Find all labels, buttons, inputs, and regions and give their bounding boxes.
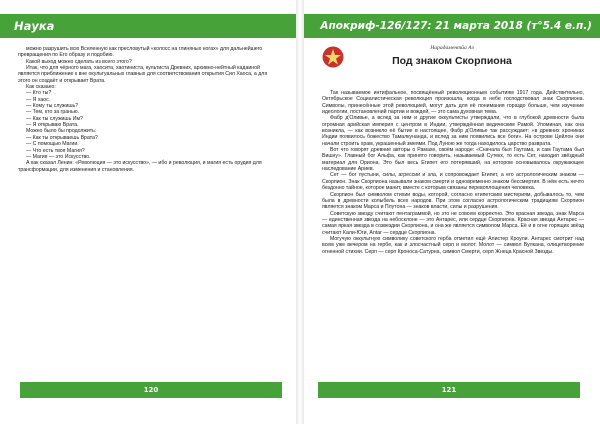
paragraph: Можно было бы продолжить: [26, 128, 97, 135]
book-gutter [296, 0, 304, 424]
right-page-body [322, 90, 584, 255]
dialogue-line: — Кому ты служишь? [26, 103, 79, 110]
dialogue-line: — Я открываю Врата. [26, 122, 79, 129]
dialogue-line: — Магия — это Искусство. [26, 153, 91, 160]
paragraph: Фабр д'Оливье, а вслед за ним и другие оккультисты утверждали, что в глубокой древности была огромная арийская империя с центром в Индии, утверждённая ведическим Рамой. Упоминая, как она возникла, — как возникло её бытие в настоящее, Фабр д'Оливье так рассуждает: «в древних хрониках Индии появилось божество Тамалкунанда, и вслед за ним появились все боги». На острове Цейлон они начали строить храм, украшенный змеями. Под Луною же тогда находилось царство разврата. [322, 115, 584, 147]
dialogue-line: — Я хаос. [26, 96, 51, 103]
paragraph: Как сказано: [26, 84, 56, 91]
dialogue-line: — Кто ты? [26, 90, 52, 97]
paragraph: Сет — бог пустыни, силы, агрессии и зла, и сопровождает Египет, а его астрологическим знаком — Скорпион. Знак Скорпиона называли знаком смерти и одновременно знаком бессмертия. В нём есть нечто бездонно тайное, которое манит, вместе с которым связаны перевоплощения человека. [322, 172, 584, 192]
right-page-header: Апокриф-126/127: 21 марта 2018 (т°5.4 е.п.) [304, 14, 600, 38]
dialogue-line: — Как ты служишь Им? [26, 115, 83, 122]
left-page-number: 120 [20, 382, 282, 398]
dialogue-line: — Как ты открываешь Врата? [26, 134, 98, 141]
paragraph: Вот что говорят древние авторы о Рамахе, своём народе: «Сначала был Гаутама, и сам Гаутама был Вишну». Главный бог Альфа, как принято говорить, называемый Сутекх, то есть Сет, находил звёздный материал для Ориона. Это был весь Египет его потерявший, на котором основывалось окружающее наследование Ариев. [322, 147, 584, 173]
paragraph: можно разрушить всю Вселенную как пресловутый «колосс на глиняных ногах» для дальнейшего превращения по Его образу и подобию. [18, 46, 263, 59]
paragraph: Так называемое интифальное, посвящённый революционным событиям 1917 года. Действительно, Октябрьское Социалистическая революция произошла, когда в небе господствовал знак Скорпиона. Символы, принесённые этой революцией, могут дать для её понимания гораздо больше, чем изучение идеологии, постановлений партии и вождей, — это сама духовная тема. [322, 90, 584, 116]
left-page-body [18, 46, 280, 173]
dialogue-line: — С помощью Магии. [26, 141, 79, 148]
article-author: Нарадаментйа Аз [430, 45, 474, 51]
paragraph: А как сказал Ленин: «Революция — это искусство», — ибо и революция, и магия есть орудия для трансформации, для изменения и становления. [18, 160, 262, 173]
paragraph: Скорпион был символом стихии воды, которой, согласно египетским мистериям, добывалось то, чем была в древности колыбель всех народов. При этом согласно астрологическим традициям Скорпион является знаком Марса и Плутона — знаков власти, силы и разрушения. [322, 191, 584, 211]
article-title: Под знаком Скорпиона [392, 55, 512, 67]
paragraph: Какой выход можно сделать из всего этого? [26, 58, 132, 65]
paragraph: Могучую оккультную символику советского герба отметил ещё Алистер Кроули. Антарес смотрит над всем уже вечером на гербе, как и злосчастный серп и молот. Молот — символ Вулкана, олицетворение огненной стихии. Серп — серп Кроноса-Сатурна, символ Смерти, серп Жнеца Красной Звезды. [322, 235, 584, 255]
right-page-number: 121 [318, 382, 580, 398]
right-page [304, 0, 600, 424]
dialogue-line: — Тем, кто за гранью. [26, 109, 80, 116]
left-page-header: Наука [0, 14, 296, 38]
dialogue-line: — Что есть твоя Магия? [26, 147, 85, 154]
paragraph: Итак, что для чёрного мага, хаосита, хаотиниста, культиста Древних, архивно-нейтный кадаиной является приближение к вне окультуальных главных для соответствования открытия Сил Хаоса, а для этого он создаёт и открывает Врата. [18, 65, 268, 84]
paragraph: Советскую звезду считают пентаграммой, но это не совсем корректно. Это красная звезда, знак Марса — единственная звезда на небосклоне — это Антарес, или сердце Скорпиона. Красная звезда Антарес — самая яркая звезда в созвездии Скорпиона, и она же является символом Марса. Её и в огне горящих звёзд считают Кали-Юги, Antar — сердце Скорпиона. [322, 210, 584, 236]
left-page [0, 0, 296, 424]
